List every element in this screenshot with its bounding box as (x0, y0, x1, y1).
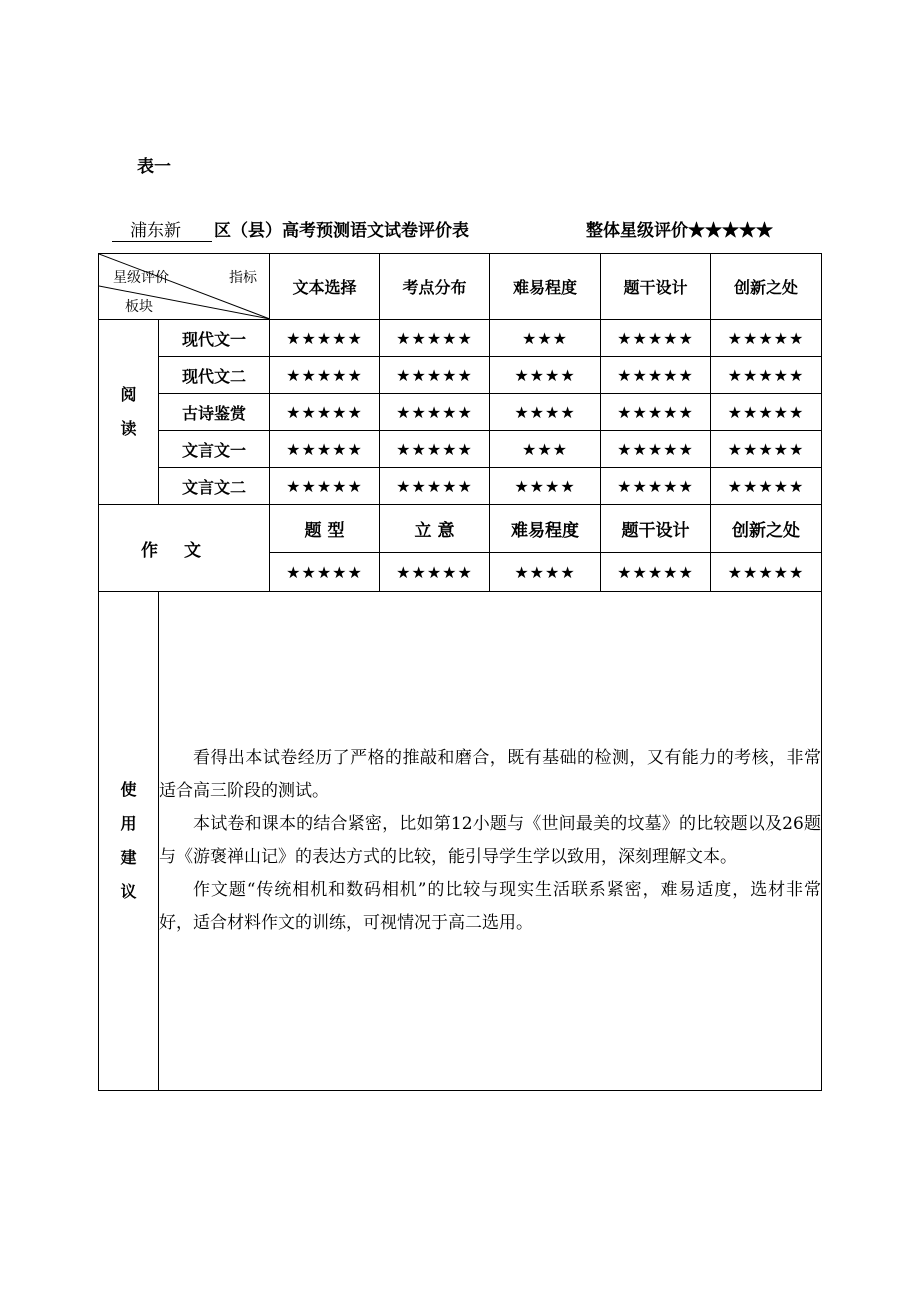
star-rating: ★★★★★ (711, 553, 822, 592)
table-row (99, 394, 822, 431)
table-row (99, 357, 822, 394)
star-rating: ★★★★★ (601, 553, 711, 592)
corner-label-indicator: 指标 (229, 270, 257, 286)
star-rating: ★★★★★ (601, 394, 711, 431)
table-row (99, 320, 822, 357)
star-rating: ★★★★★ (380, 320, 490, 357)
form-title (112, 216, 812, 242)
star-rating: ★★★★★ (711, 357, 822, 394)
advice-paragraph: 看得出本试卷经历了严格的推敲和磨合，既有基础的检测，又有能力的考核，非常适合高三阶段的测试。 (159, 748, 821, 801)
row-label: 现代文一 (159, 320, 270, 357)
column-header: 难易程度 (490, 254, 601, 320)
header-row (99, 254, 822, 320)
column-header: 题干设计 (601, 505, 711, 553)
star-rating: ★★★★★ (601, 357, 711, 394)
row-label: 文言文二 (159, 468, 270, 505)
label-char: 使 (120, 780, 137, 799)
table-row (99, 431, 822, 468)
star-rating: ★★★★★ (711, 468, 822, 505)
row-label: 现代文二 (159, 357, 270, 394)
star-rating: ★★★★★ (711, 431, 822, 468)
star-rating: ★★★ (490, 320, 601, 357)
star-rating: ★★★ (490, 431, 601, 468)
star-rating: ★★★★★ (270, 320, 380, 357)
row-label: 文言文一 (159, 431, 270, 468)
advice-text (159, 592, 822, 1091)
table-row (99, 468, 822, 505)
advice-row (99, 592, 822, 1091)
label-char: 建 (120, 848, 137, 867)
evaluation-table (98, 253, 822, 1091)
column-header: 题 型 (270, 505, 380, 553)
label-char: 用 (120, 814, 137, 833)
star-rating: ★★★★★ (270, 468, 380, 505)
district-name: 浦东新 (112, 216, 212, 242)
star-rating: ★★★★★ (380, 431, 490, 468)
column-header: 文本选择 (270, 254, 380, 320)
advice-paragraph: 本试卷和课本的结合紧密，比如第12小题与《世间最美的坟墓》的比较题以及26题与《游褒禅山记》的表达方式的比较，能引导学生学以致用，深刻理解文本。 (159, 814, 821, 867)
label-char: 阅 (120, 385, 137, 404)
star-rating: ★★★★ (490, 553, 601, 592)
label-char: 读 (120, 419, 137, 438)
column-header: 创新之处 (711, 505, 822, 553)
form-title-text: 区（县）高考预测语文试卷评价表 (214, 221, 469, 241)
label-char: 议 (120, 882, 137, 901)
star-rating: ★★★★★ (380, 357, 490, 394)
column-header: 创新之处 (711, 254, 822, 320)
star-rating: ★★★★ (490, 468, 601, 505)
star-rating: ★★★★★ (601, 468, 711, 505)
overall-rating: 整体星级评价★★★★★ (586, 221, 773, 241)
star-rating: ★★★★★ (380, 468, 490, 505)
star-rating: ★★★★★ (601, 431, 711, 468)
column-header: 题干设计 (601, 254, 711, 320)
diagonal-header-cell (99, 254, 270, 320)
reading-section-label (99, 320, 159, 505)
table-caption: 表一 (137, 157, 171, 177)
essay-header-row (99, 505, 822, 553)
star-rating: ★★★★★ (270, 357, 380, 394)
essay-section-label: 作文 (99, 505, 270, 592)
column-header: 立 意 (380, 505, 490, 553)
star-rating: ★★★★★ (711, 394, 822, 431)
column-header: 难易程度 (490, 505, 601, 553)
corner-label-rating: 星级评价 (113, 270, 169, 286)
corner-label-section: 板块 (125, 299, 153, 315)
star-rating: ★★★★★ (601, 320, 711, 357)
advice-paragraph: 作文题“传统相机和数码相机”的比较与现实生活联系紧密，难易适度，选材非常好，适合材料作文的训练，可视情况于高二选用。 (159, 880, 821, 933)
star-rating: ★★★★ (490, 357, 601, 394)
star-rating: ★★★★★ (380, 394, 490, 431)
row-label: 古诗鉴赏 (159, 394, 270, 431)
star-rating: ★★★★★ (270, 394, 380, 431)
star-rating: ★★★★★ (270, 431, 380, 468)
column-header: 考点分布 (380, 254, 490, 320)
star-rating: ★★★★★ (711, 320, 822, 357)
star-rating: ★★★★★ (380, 553, 490, 592)
star-rating: ★★★★ (490, 394, 601, 431)
star-rating: ★★★★★ (270, 553, 380, 592)
advice-section-label (99, 592, 159, 1091)
